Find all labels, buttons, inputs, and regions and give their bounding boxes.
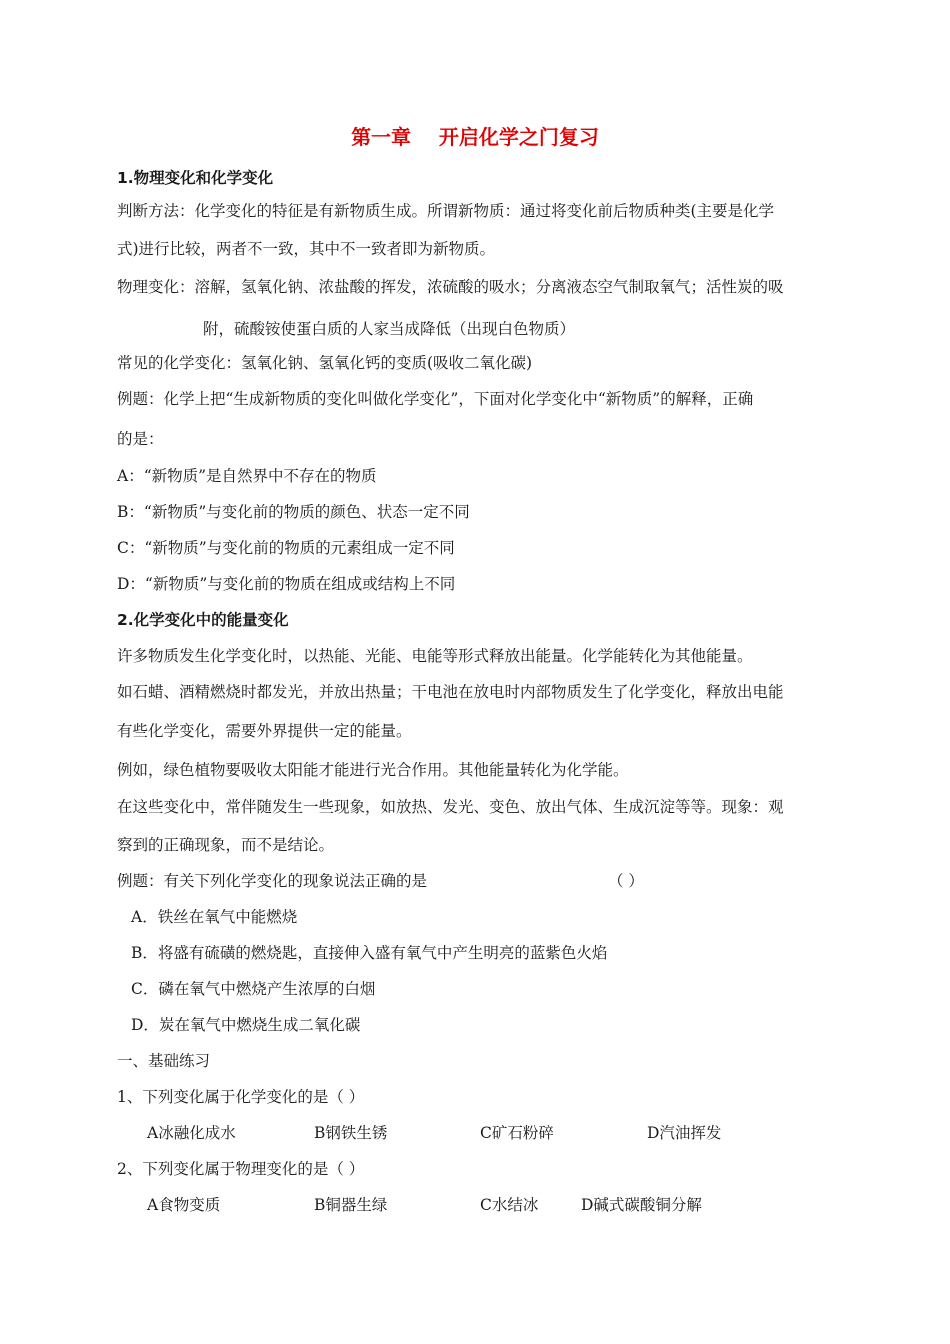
example-2-option-a: A．铁丝在氧气中能燃烧 [131, 908, 298, 926]
physical-change-line-2: 附，硫酸铵使蛋白质的人家当成降低（出现白色物质） [203, 320, 576, 338]
question-2-option-a: A食物变质 [147, 1196, 221, 1214]
energy-paragraph-2: 如石蜡、酒精燃烧时都发光，并放出热量；干电池在放电时内部物质发生了化学变化，释放出电能 [117, 683, 784, 701]
chemical-change-line: 常见的化学变化：氢氧化钠、氢氧化钙的变质(吸收二氧化碳) [117, 354, 533, 372]
example-1-option-d: D：“新物质”与变化前的物质在组成或结构上不同 [117, 575, 456, 593]
physical-change-line-1: 物理变化：溶解，氢氧化钠、浓盐酸的挥发，浓硫酸的吸水；分离液态空气制取氧气；活性炭的吸 [117, 278, 784, 296]
judge-method-line-1: 判断方法：化学变化的特征是有新物质生成。所谓新物质：通过将变化前后物质种类(主要是化学 [117, 202, 775, 220]
question-1-option-c: C矿石粉碎 [480, 1124, 554, 1142]
practice-question-1: 1、下列变化属于化学变化的是（ ） [117, 1088, 365, 1106]
question-2-option-b: B铜器生绿 [314, 1196, 388, 1214]
question-1-option-d: D汽油挥发 [647, 1124, 722, 1142]
chapter-title: 第一章 开启化学之门复习 [351, 125, 599, 149]
energy-paragraph-5-line-1: 在这些变化中，常伴随发生一些现象，如放热、发光、变色、放出气体、生成沉淀等等。现象：观 [117, 798, 784, 816]
section-2-heading: 2.化学变化中的能量变化 [117, 611, 289, 629]
question-2-option-c: C水结冰 [480, 1196, 539, 1214]
question-2-option-d: D碱式碳酸铜分解 [581, 1196, 702, 1214]
practice-heading: 一、基础练习 [117, 1052, 211, 1070]
example-2-question: 例题：有关下列化学变化的现象说法正确的是 [117, 872, 428, 890]
example-2-option-c: C．磷在氧气中燃烧产生浓厚的白烟 [131, 980, 376, 998]
practice-question-2: 2、下列变化属于物理变化的是（ ） [117, 1160, 365, 1178]
example-1-option-c: C：“新物质”与变化前的物质的元素组成一定不同 [117, 539, 455, 557]
example-2-option-b: B．将盛有硫磺的燃烧匙，直接伸入盛有氧气中产生明亮的蓝紫色火焰 [131, 944, 608, 962]
section-1-heading: 1.物理变化和化学变化 [117, 169, 274, 187]
question-1-option-b: B钢铁生锈 [314, 1124, 388, 1142]
energy-paragraph-3: 有些化学变化，需要外界提供一定的能量。 [117, 722, 412, 740]
example-2-option-d: D．炭在氧气中燃烧生成二氧化碳 [131, 1016, 361, 1034]
example-1-option-a: A：“新物质”是自然界中不存在的物质 [117, 467, 377, 485]
judge-method-line-2: 式)进行比较，两者不一致，其中不一致者即为新物质。 [117, 240, 496, 258]
example-1-line-2: 的是： [117, 430, 164, 448]
energy-paragraph-4: 例如，绿色植物要吸收太阳能才能进行光合作用。其他能量转化为化学能。 [117, 761, 629, 779]
example-1-option-b: B：“新物质”与变化前的物质的颜色、状态一定不同 [117, 503, 470, 521]
energy-paragraph-1: 许多物质发生化学变化时，以热能、光能、电能等形式释放出能量。化学能转化为其他能量。 [117, 647, 753, 665]
energy-paragraph-5-line-2: 察到的正确现象，而不是结论。 [117, 836, 335, 854]
example-2-answer-paren: （ ） [608, 872, 644, 890]
question-1-option-a: A冰融化成水 [147, 1124, 236, 1142]
example-1-line-1: 例题：化学上把“生成新物质的变化叫做化学变化”，下面对化学变化中“新物质”的解释，正确 [117, 390, 754, 408]
